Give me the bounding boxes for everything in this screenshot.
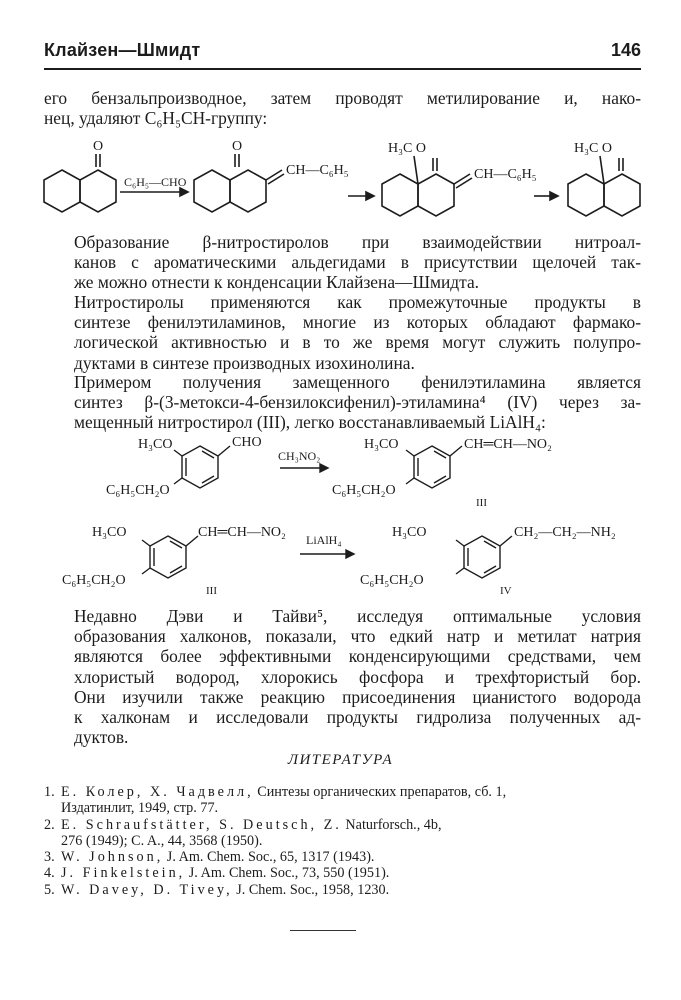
text-line: Они изучили также реакцию присоединения цианистого водорода <box>74 686 641 707</box>
reference-item <box>44 849 641 865</box>
methoxy-label: H₃CO <box>138 437 173 452</box>
substituent-bond <box>186 536 198 546</box>
substituent-label: CH—C₆H₅ <box>474 167 537 182</box>
ring-bond <box>80 170 116 212</box>
text-line: Примером получения замещенного фенилэтиламина является <box>74 372 641 392</box>
exo-double-bond <box>268 174 284 184</box>
benzene-ring <box>150 536 186 578</box>
substituent-bond <box>406 478 414 484</box>
reaction-scheme-1 <box>30 136 650 232</box>
oxygen-label: O <box>232 139 243 154</box>
compound-label: IV <box>500 585 512 597</box>
reference-number: 5. <box>44 881 55 898</box>
text-line: Образование β-нитростиролов при взаимодействии нитроал- <box>74 232 641 252</box>
reference-item <box>44 882 641 898</box>
text-line: же можно отнести к конденсации Клайзена—Шмидта. <box>74 272 480 293</box>
reference-continuation: 276 (1949); C. A., 44, 3568 (1950). <box>61 832 263 849</box>
paragraph-applications <box>44 292 641 373</box>
methoxy-label: H₃CO <box>364 437 399 452</box>
benzene-ring <box>414 446 450 488</box>
compound-label: III <box>206 585 217 597</box>
reference-source: J. Am. Chem. Soc., 65, 1317 (1943). <box>163 849 375 866</box>
ring-bond <box>604 174 640 216</box>
reference-number: 3. <box>44 849 55 866</box>
literature-heading: ЛИТЕРАТУРА <box>287 752 394 768</box>
reaction-scheme-2 <box>30 432 650 602</box>
oxygen-label: O <box>93 139 104 154</box>
benzyloxy-label: C₆H₅CH₂O <box>360 573 424 588</box>
arrow-head <box>346 550 354 558</box>
substituent-bond <box>174 450 182 456</box>
reagent-label: CH₃NO₂ <box>278 449 321 463</box>
reference-source: J. Chem. Soc., 1958, 1230. <box>232 881 390 898</box>
text-line: канов с ароматическими альдегидами в присутствии щелочей так- <box>74 252 641 273</box>
aminoethyl-label: CH₂—CH₂—NH₂ <box>514 525 616 540</box>
text-line: его бензальпроизводное, затем проводят метилирование и, нако- <box>44 88 641 108</box>
substituent-bond <box>142 540 150 546</box>
methoxy-label: H₃CO <box>92 525 127 540</box>
text-line: хлористый водород, хлорокись фосфора и трехфтористый бор. <box>74 666 641 687</box>
substituent-bond <box>142 568 150 574</box>
reference-authors: W. Johnson, <box>61 849 164 866</box>
text-line: дуктами в синтезе производных изохинолина. <box>74 352 415 373</box>
exo-double-bond <box>454 174 470 184</box>
reference-source: Naturforsch., 4b, <box>341 816 442 833</box>
benzene-ring <box>464 536 500 578</box>
exo-double-bond <box>456 178 472 188</box>
text-line: логической активностью и в то же время могут служить полупро- <box>74 332 641 353</box>
text-line: к халконам и исследовали продукты гидролиза полученных ад- <box>74 707 641 728</box>
methyl-oxo-label: H₃C O <box>388 141 426 156</box>
ring-bond <box>194 170 230 212</box>
methoxy-label: H₃CO <box>392 525 427 540</box>
substituent-label: CH—C₆H₅ <box>286 163 349 178</box>
substituent-bond <box>406 450 414 456</box>
arrow-head <box>320 464 328 472</box>
reference-source: Синтезы органических препаратов, сб. 1, <box>253 784 507 800</box>
intro-paragraph <box>44 88 641 128</box>
benzene-ring <box>182 446 218 488</box>
exo-double-bond <box>266 170 282 180</box>
methyl-bond <box>600 156 604 184</box>
reference-authors: W. Davey, D. Tivey, <box>61 881 233 898</box>
substituent-bond <box>456 568 464 574</box>
substituent-bond <box>218 446 230 456</box>
reagent-label: LiAlH₄ <box>306 533 342 547</box>
substituent-bond <box>450 446 462 456</box>
reference-number: 4. <box>44 865 55 882</box>
methyl-bond <box>414 156 418 184</box>
methyl-oxo-label: H₃C O <box>574 141 612 156</box>
reference-item <box>44 865 641 881</box>
reference-source: J. Am. Chem. Soc., 73, 550 (1951). <box>185 865 390 882</box>
reference-authors: E. Schraufstätter, S. Deutsch, Z. <box>61 816 342 833</box>
paragraph-example <box>44 372 641 433</box>
reference-authors: Е. Колер, Х. Чадвелл, <box>61 784 254 800</box>
reference-list <box>44 784 641 898</box>
text-line: синтез β-(3-метокси-4-бензилоксифенил)-этиламина⁴ (IV) через за- <box>74 392 641 413</box>
reagent-label: C₆H₅—CHO <box>124 175 187 189</box>
nitrovinyl-label: CH═CH—NO₂ <box>464 437 552 452</box>
ring-bond <box>230 170 266 212</box>
page-number: 146 <box>610 40 641 60</box>
aldehyde-label: CHO <box>232 435 262 450</box>
scheme-1-drawing <box>30 136 650 232</box>
reference-authors: J. Finkelstein, <box>61 865 186 882</box>
paragraph-chalcones <box>44 606 641 747</box>
scheme-2-drawing <box>30 432 650 602</box>
benzyloxy-label: C₆H₅CH₂O <box>62 573 126 588</box>
text-line: нец, удаляют C₆H₅CH-группу: <box>44 108 268 129</box>
substituent-bond <box>174 478 182 484</box>
text-line: образования халконов, показали, что едкий натр и метилат натрия <box>74 626 641 647</box>
reference-item <box>44 784 641 817</box>
arrow-head <box>366 192 374 200</box>
paragraph-nitrostyrenes <box>44 232 641 293</box>
ring-bond <box>568 174 604 216</box>
benzyloxy-label: C₆H₅CH₂O <box>106 483 170 498</box>
text-line: являются более эффективными конденсирующими средствами, чем <box>74 646 641 667</box>
reference-number: 1. <box>44 784 55 800</box>
arrow-head <box>180 188 188 196</box>
header-rule <box>44 68 641 70</box>
substituent-bond <box>456 540 464 546</box>
running-title: Клайзен—Шмидт <box>44 40 201 60</box>
reference-continuation: Издатинлит, 1949, стр. 77. <box>61 800 219 817</box>
footer-rule <box>290 930 356 931</box>
arrow-head <box>550 192 558 200</box>
text-line: мещенный нитростирол (III), легко восстанавливаемый LiAlH₄: <box>74 412 546 433</box>
text-line: синтезе фенилэтиламинов, многие из которых обладают фармако- <box>74 312 641 333</box>
benzyloxy-label: C₆H₅CH₂O <box>332 483 396 498</box>
text-line: дуктов. <box>74 727 129 748</box>
reference-item <box>44 817 641 850</box>
ring-bond <box>382 174 418 216</box>
text-line: Нитростиролы применяются как промежуточные продукты в <box>74 292 641 312</box>
ring-bond <box>418 174 454 216</box>
substituent-bond <box>500 536 512 546</box>
ring-bond <box>44 170 80 212</box>
compound-label: III <box>476 497 487 509</box>
text-line: Недавно Дэви и Тайви⁵, исследуя оптимальные условия <box>74 606 641 626</box>
reference-number: 2. <box>44 816 55 833</box>
nitrovinyl-label: CH═CH—NO₂ <box>198 525 286 540</box>
running-header <box>44 40 641 64</box>
